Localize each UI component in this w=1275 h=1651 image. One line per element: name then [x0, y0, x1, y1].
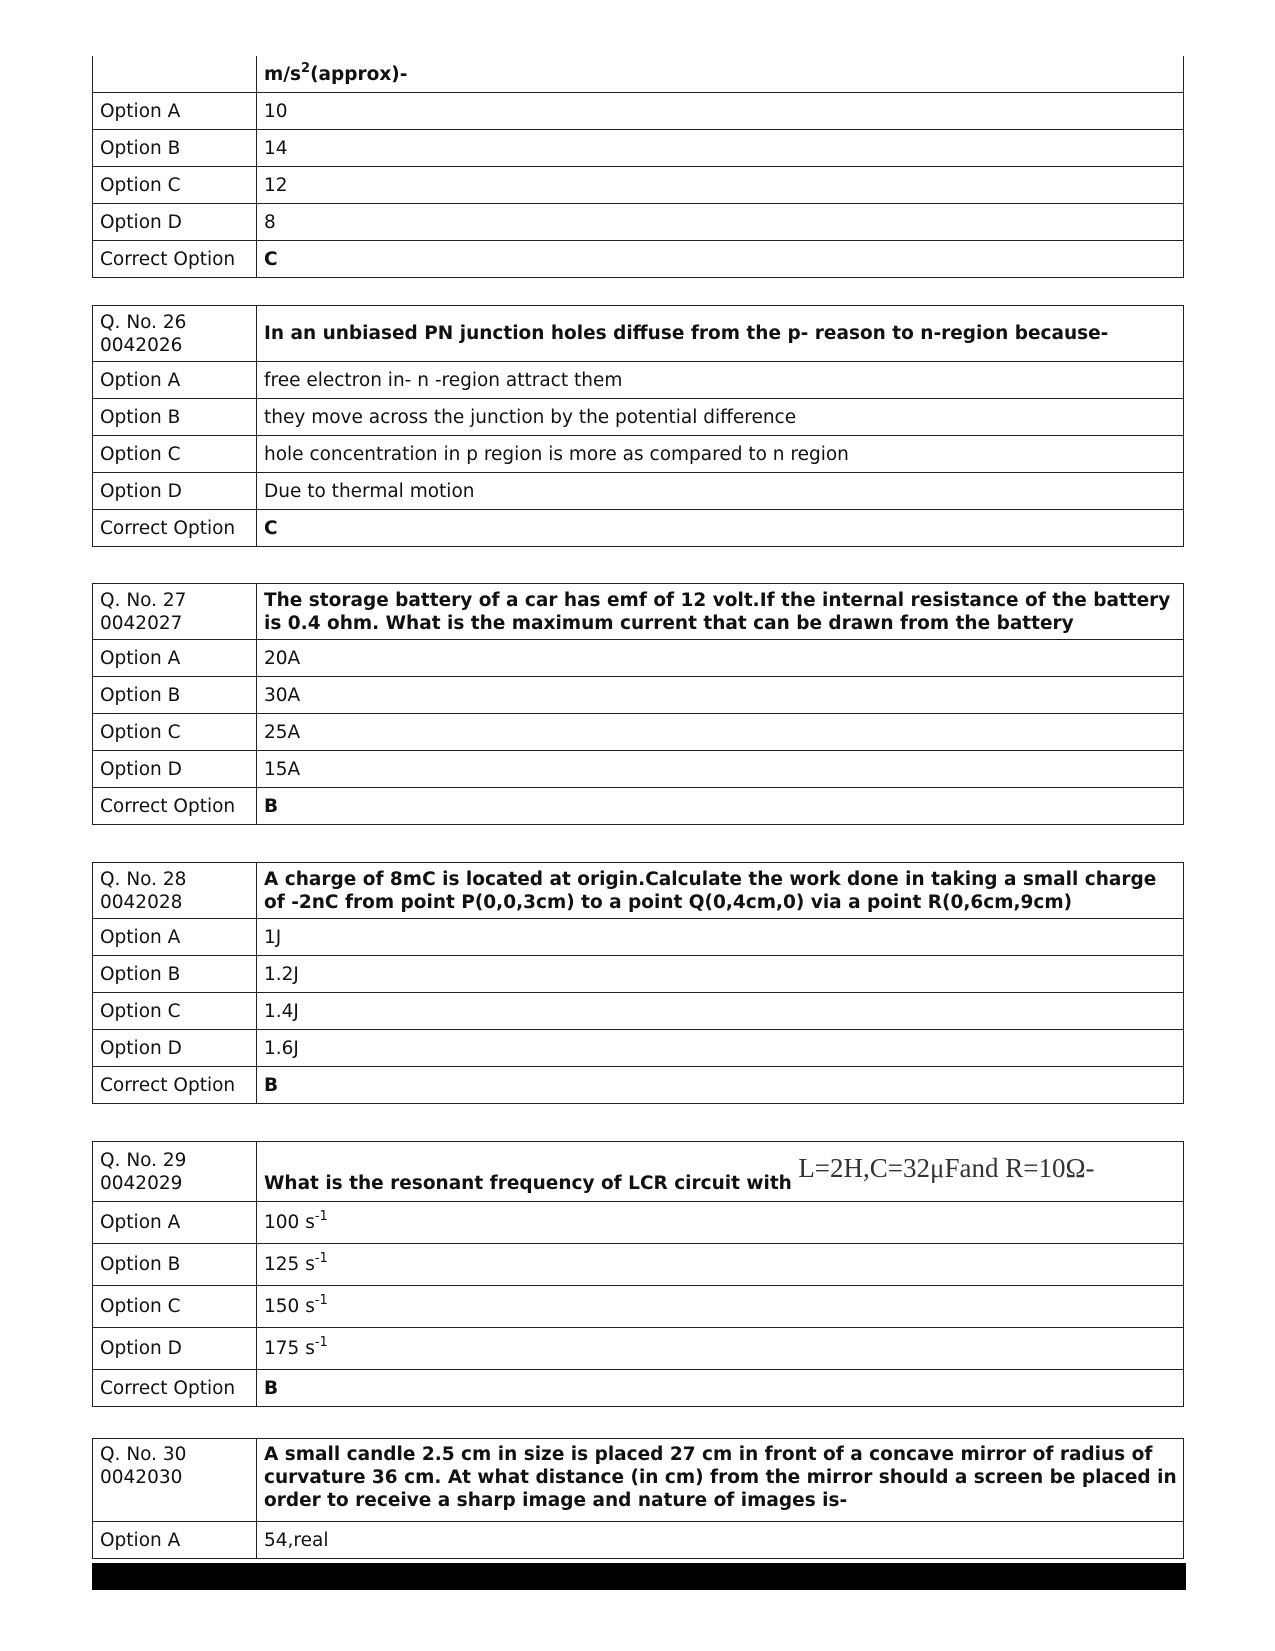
page-bottom-bar	[92, 1563, 1186, 1590]
option-label: Option A	[93, 93, 257, 130]
question-table-26	[92, 305, 1184, 547]
option-row	[93, 714, 1184, 751]
correct-option-value: C	[257, 241, 1184, 278]
question-number: Q. No. 29	[100, 1149, 187, 1171]
option-label: Option B	[93, 399, 257, 436]
option-row	[93, 93, 1184, 130]
option-value: hole concentration in p region is more as compared to n region	[257, 436, 1184, 473]
option-label: Option B	[93, 956, 257, 993]
question-code: 0042026	[100, 334, 183, 356]
option-value: 1.2J	[257, 956, 1184, 993]
question-number: Q. No. 28	[100, 868, 187, 890]
option-value: 150 s	[264, 1296, 315, 1317]
correct-option-label: Correct Option	[93, 510, 257, 547]
question-text: In an unbiased PN junction holes diffuse from the p- reason to n-region because-	[257, 306, 1184, 362]
question-table-28	[92, 862, 1184, 1104]
option-label: Option A	[93, 1202, 257, 1244]
option-row	[93, 956, 1184, 993]
option-label: Option B	[93, 1244, 257, 1286]
question-code: 0042028	[100, 891, 183, 913]
option-row	[93, 130, 1184, 167]
unit-exponent: -1	[314, 1293, 328, 1308]
option-label: Option B	[93, 677, 257, 714]
option-value-cell	[257, 1244, 1184, 1286]
option-value: 14	[257, 130, 1184, 167]
question-text: The storage battery of a car has emf of 12 volt.If the internal resistance of the battery is 0.4 ohm. What is the maximum current that can be drawn from the battery	[257, 584, 1184, 640]
option-row	[93, 436, 1184, 473]
question-table-29	[92, 1141, 1184, 1407]
unit-exponent: -1	[314, 1251, 328, 1266]
option-label: Option D	[93, 1328, 257, 1370]
option-value: 54,real	[257, 1522, 1184, 1559]
option-value: 12	[257, 167, 1184, 204]
option-label: Option C	[93, 1286, 257, 1328]
correct-option-row	[93, 1067, 1184, 1104]
option-value: 125 s	[264, 1254, 315, 1275]
option-value: 1.6J	[257, 1030, 1184, 1067]
option-value: 1J	[257, 919, 1184, 956]
option-value: 30A	[257, 677, 1184, 714]
unit-exponent: -1	[314, 1209, 328, 1224]
question-table-25	[92, 56, 1184, 278]
option-value-cell	[257, 1328, 1184, 1370]
question-suffix: (approx)-	[310, 63, 408, 85]
correct-option-value: B	[257, 1067, 1184, 1104]
question-row	[93, 863, 1184, 919]
option-value: 10	[257, 93, 1184, 130]
question-number-cell	[93, 1142, 257, 1202]
question-number-cell	[93, 1439, 257, 1522]
question-number: Q. No. 26	[100, 311, 187, 333]
option-value-cell	[257, 1202, 1184, 1244]
question-row	[93, 56, 1184, 93]
question-text: A small candle 2.5 cm in size is placed 27 cm in front of a concave mirror of radius of curvature 36 cm. At what distance (in cm) from the mirror should a screen be placed in order to receive a sharp image and nature of images is-	[257, 1439, 1184, 1522]
question-row	[93, 1439, 1184, 1522]
question-code: 0042030	[100, 1467, 183, 1488]
option-value: free electron in- n -region attract them	[257, 362, 1184, 399]
option-label: Option A	[93, 1522, 257, 1559]
correct-option-row	[93, 1370, 1184, 1407]
correct-option-row	[93, 510, 1184, 547]
option-label: Option C	[93, 714, 257, 751]
correct-option-row	[93, 788, 1184, 825]
unit-exponent: -1	[314, 1335, 328, 1350]
question-text-cell	[257, 56, 1184, 93]
question-text: m/s	[264, 63, 302, 85]
correct-option-label: Correct Option	[93, 1067, 257, 1104]
correct-option-value: C	[257, 510, 1184, 547]
option-label: Option A	[93, 640, 257, 677]
option-row	[93, 640, 1184, 677]
option-value: 15A	[257, 751, 1184, 788]
option-row	[93, 1522, 1184, 1559]
option-row	[93, 1244, 1184, 1286]
question-number: Q. No. 27	[100, 589, 187, 611]
correct-option-label: Correct Option	[93, 788, 257, 825]
option-row	[93, 751, 1184, 788]
option-row	[93, 1328, 1184, 1370]
option-value: 175 s	[264, 1338, 315, 1359]
correct-option-row	[93, 241, 1184, 278]
option-value: Due to thermal motion	[257, 473, 1184, 510]
option-value: 20A	[257, 640, 1184, 677]
option-value: 8	[257, 204, 1184, 241]
option-value: 100 s	[264, 1212, 315, 1233]
question-number-cell	[93, 863, 257, 919]
correct-option-label: Correct Option	[93, 241, 257, 278]
option-row	[93, 1286, 1184, 1328]
option-value: 1.4J	[257, 993, 1184, 1030]
option-value: 25A	[257, 714, 1184, 751]
option-row	[93, 399, 1184, 436]
question-number-cell	[93, 584, 257, 640]
question-code: 0042027	[100, 612, 183, 634]
option-label: Option D	[93, 473, 257, 510]
question-code: 0042029	[100, 1172, 183, 1194]
question-table-27	[92, 583, 1184, 825]
option-row	[93, 167, 1184, 204]
correct-option-value: B	[257, 1370, 1184, 1407]
question-row	[93, 584, 1184, 640]
option-row	[93, 1030, 1184, 1067]
lcr-equation: L=2H,C=32μFand R=10Ω-	[798, 1153, 1095, 1183]
option-label: Option D	[93, 1030, 257, 1067]
question-text: A charge of 8mC is located at origin.Calculate the work done in taking a small charge of -2nC from point P(0,0,3cm) to a point Q(0,4cm,0) via a point R(0,6cm,9cm)	[257, 863, 1184, 919]
question-number-cell	[93, 306, 257, 362]
option-label: Option C	[93, 993, 257, 1030]
option-label: Option D	[93, 204, 257, 241]
option-value-cell	[257, 1286, 1184, 1328]
question-row	[93, 306, 1184, 362]
option-value: they move across the junction by the potential difference	[257, 399, 1184, 436]
option-row	[93, 919, 1184, 956]
option-label: Option D	[93, 751, 257, 788]
option-row	[93, 993, 1184, 1030]
question-number: Q. No. 30	[100, 1444, 187, 1465]
option-label: Option A	[93, 919, 257, 956]
option-label: Option A	[93, 362, 257, 399]
option-row	[93, 362, 1184, 399]
option-row	[93, 473, 1184, 510]
option-label: Option C	[93, 167, 257, 204]
option-row	[93, 204, 1184, 241]
option-row	[93, 1202, 1184, 1244]
correct-option-value: B	[257, 788, 1184, 825]
question-row	[93, 1142, 1184, 1202]
option-row	[93, 677, 1184, 714]
question-text: What is the resonant frequency of LCR circuit with	[264, 1173, 792, 1194]
question-table-30	[92, 1438, 1184, 1559]
question-number-cell	[93, 56, 257, 93]
exponent: 2	[301, 60, 311, 76]
option-label: Option C	[93, 436, 257, 473]
question-text-cell	[257, 1142, 1184, 1202]
correct-option-label: Correct Option	[93, 1370, 257, 1407]
option-label: Option B	[93, 130, 257, 167]
